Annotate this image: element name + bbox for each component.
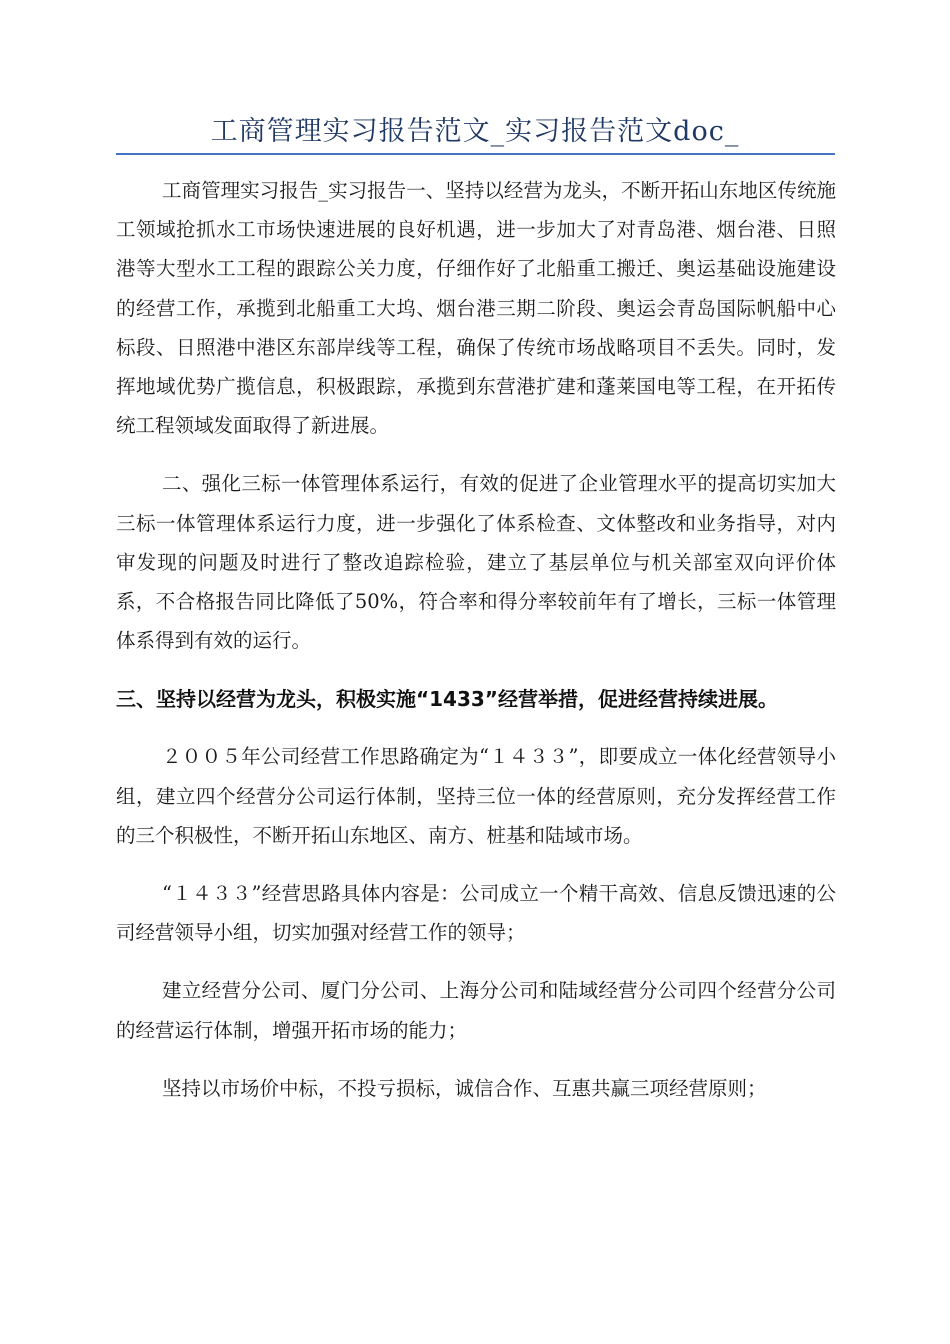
paragraph-6: 坚持以市场价中标，不投亏损标，诚信合作、互惠共赢三项经营原则； [162,1076,767,1100]
section-heading: 三、坚持以经营为龙头，积极实施“1433”经营举措，促进经营持续进展。 [116,687,778,712]
document-body [116,171,836,1108]
paragraph-1: 工商管理实习报告_实习报告一、坚持以经营为龙头，不断开拓山东地区传统施工领域抢抓水工市场快速进展的良好机遇，进一步加大了对青岛港、烟台港、日照港等大型水工工程的跟踪公关力度，仔细作好了北船重工搬迁、奥运基础设施建设的经营工作，承揽到北船重工大坞、烟台港三期二阶段、奥运会青岛国际帆船中心标段、日照港中港区东部岸线等工程，确保了传统市场战略项目不丢失。同时，发挥地域优势广揽信息，积极跟踪，承揽到东营港扩建和蓬莱国电等工程，在开拓传统工程领域发面取得了新进展。 [116,179,836,438]
paragraph-2: 二、强化三标一体管理体系运行，有效的促进了企业管理水平的提高切实加大三标一体管理体系运行力度，进一步强化了体系检查、文体整改和业务指导，对内审发现的问题及时进行了整改追踪检验，建立了基层单位与机关部室双向评价体系，不合格报告同比降低了50%，符合率和得分率较前年有了增长，三标一体管理体系得到有效的运行。 [116,472,836,653]
paragraph-4: “１４３３”经营思路具体内容是：公司成立一个精干高效、信息反馈迅速的公司经营领导小组，切实加强对经营工作的领导； [116,882,836,945]
document-title: 工商管理实习报告范文_实习报告范文doc_ [210,116,740,147]
paragraph-5: 建立经营分公司、厦门分公司、上海分公司和陆域经营分公司四个经营分公司的经营运行体制，增强开拓市场的能力； [116,979,836,1042]
paragraph-3: ２００５年公司经营工作思路确定为“１４３３”，即要成立一体化经营领导小组，建立四个经营分公司运行体制，坚持三位一体的经营原则，充分发挥经营工作的三个积极性，不断开拓山东地区、南方、桩基和陆域市场。 [116,745,836,847]
title-underline [116,153,835,155]
